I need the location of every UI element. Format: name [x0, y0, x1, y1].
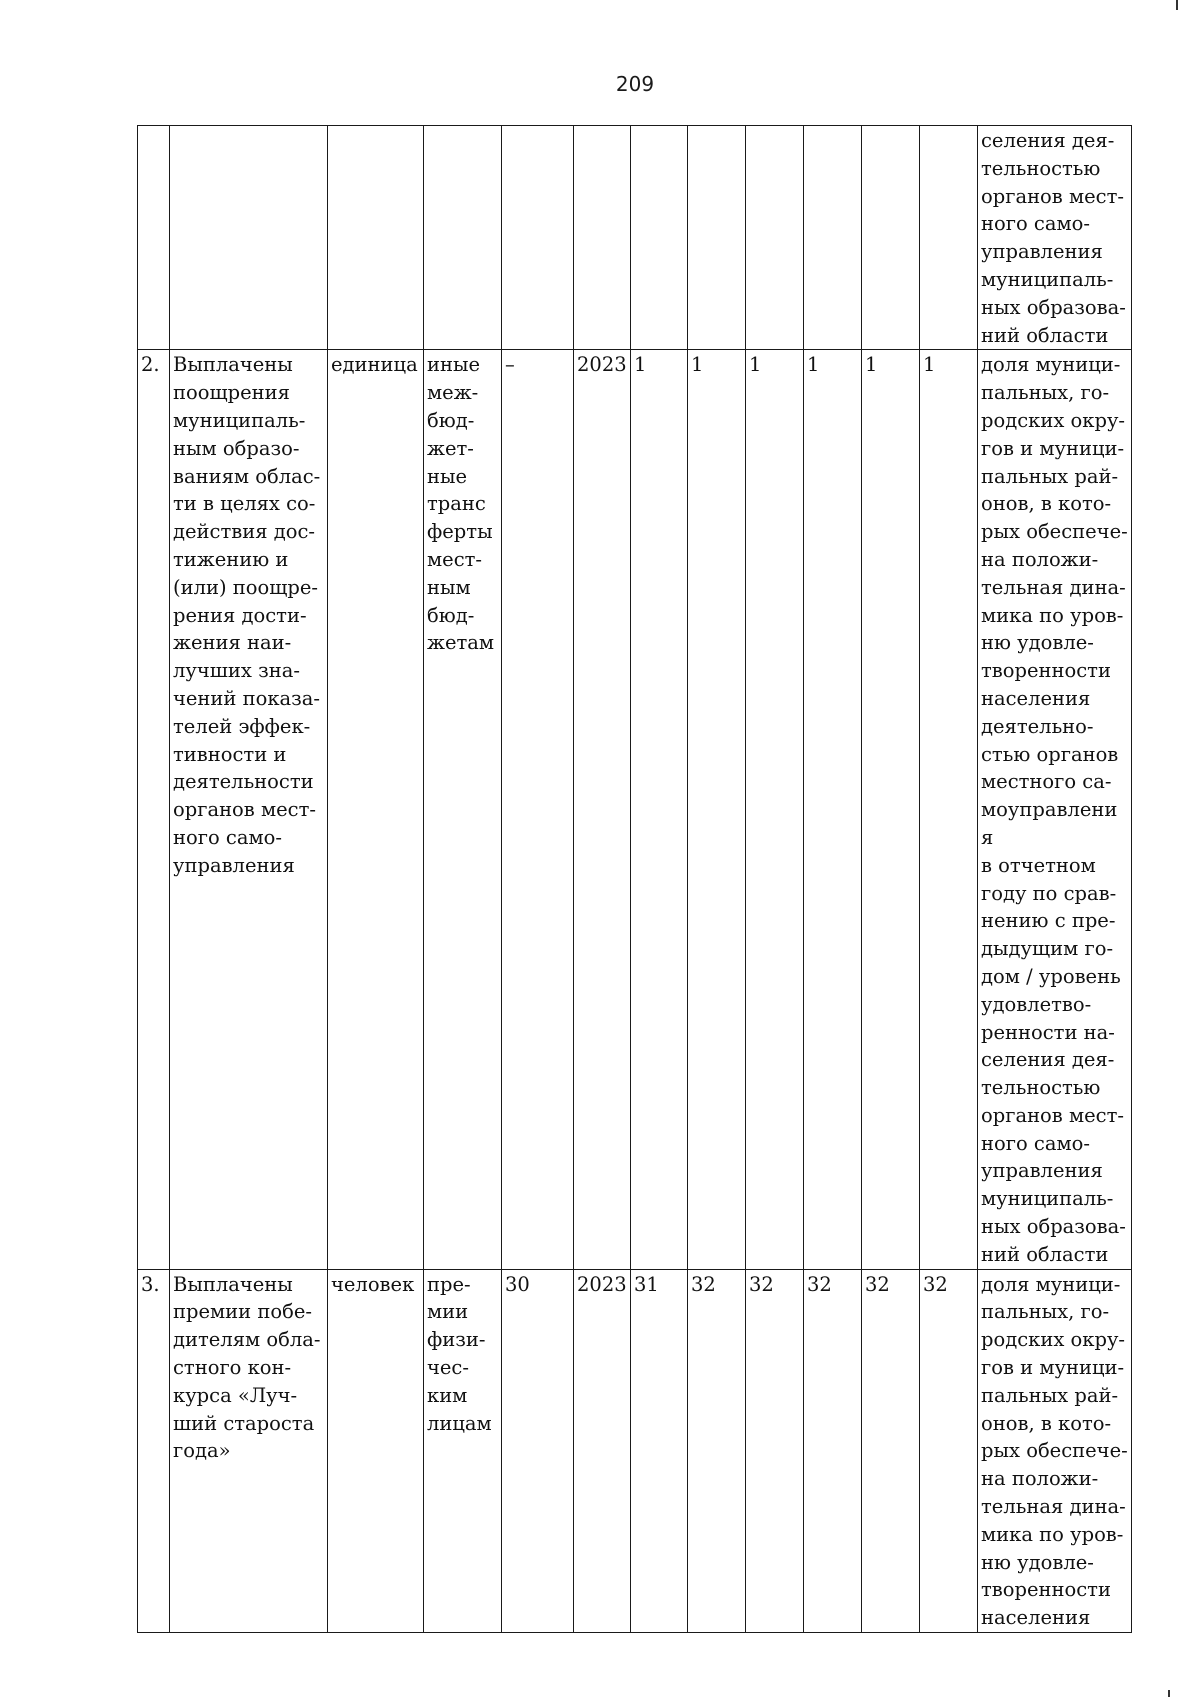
- cell-value-4: [804, 126, 862, 350]
- cell-value-3: 1: [746, 350, 804, 1269]
- cell-name: Выплачены поощрения муниципаль- ным образо- ваниям облас- ти в целях со- действия дос- тижению и (или) поощре- рения дости- жения наи- лучших зна- чений показа- телей эффек- тивности и деятельности органов мест- ного само- управления: [170, 350, 328, 1269]
- cell-base-year: [574, 126, 631, 350]
- cell-value-2: [688, 126, 746, 350]
- cell-base-value: –: [502, 350, 574, 1269]
- cell-type: пре- мии физи- чес- ким лицам: [424, 1269, 502, 1632]
- cell-value-3: 32: [746, 1269, 804, 1632]
- cell-name: Выплачены премии побе- дителям обла- стного кон- курса «Луч- ший староста года»: [170, 1269, 328, 1632]
- cell-link-indicator: доля муници- пальных, го- родских окру- гов и муници- пальных рай- онов, в кото- рых обеспече- на положи- тельная дина- мика по уров- ню удовле- творенности населения деятельно- стью органов местного са- моуправления в отчетном году по срав- нению с пре- дыдущим го- дом / уровень удовлетво- ренности на- селения дея- тельностью органов мест- ного само- управления муниципаль- ных образова- ний области: [978, 350, 1132, 1269]
- cell-value-2: 1: [688, 350, 746, 1269]
- cell-no: 3.: [138, 1269, 170, 1632]
- results-table: [137, 125, 1132, 1633]
- cell-unit: единица: [328, 350, 424, 1269]
- cell-no: [138, 126, 170, 350]
- cell-type: [424, 126, 502, 350]
- cell-unit: человек: [328, 1269, 424, 1632]
- cell-value-5: [862, 126, 920, 350]
- cell-value-1: 1: [631, 350, 688, 1269]
- cell-value-6: [920, 126, 978, 350]
- cell-value-3: [746, 126, 804, 350]
- page-number: 209: [615, 72, 655, 96]
- cell-base-year: 2023: [574, 350, 631, 1269]
- cell-type: иные меж- бюд- жет- ные транс ферты мест- ным бюд- жетам: [424, 350, 502, 1269]
- table-row: [138, 126, 1132, 350]
- cell-value-1: 31: [631, 1269, 688, 1632]
- cell-value-5: 32: [862, 1269, 920, 1632]
- scan-mark-bottom-right: [1168, 1690, 1170, 1697]
- cell-value-4: 1: [804, 350, 862, 1269]
- cell-value-6: 32: [920, 1269, 978, 1632]
- cell-value-5: 1: [862, 350, 920, 1269]
- cell-value-6: 1: [920, 350, 978, 1269]
- cell-no: 2.: [138, 350, 170, 1269]
- scan-mark-top-right: [1176, 0, 1178, 10]
- cell-unit: [328, 126, 424, 350]
- cell-link-indicator: доля муници- пальных, го- родских окру- гов и муници- пальных рай- онов, в кото- рых обеспече- на положи- тельная дина- мика по уров- ню удовле- творенности населения: [978, 1269, 1132, 1632]
- cell-value-1: [631, 126, 688, 350]
- cell-value-2: 32: [688, 1269, 746, 1632]
- cell-link-indicator: селения дея- тельностью органов мест- ного само- управления муниципаль- ных образова- ний области: [978, 126, 1132, 350]
- table-row: [138, 1269, 1132, 1632]
- cell-name: [170, 126, 328, 350]
- cell-base-year: 2023: [574, 1269, 631, 1632]
- table-row: [138, 350, 1132, 1269]
- cell-base-value: 30: [502, 1269, 574, 1632]
- cell-base-value: [502, 126, 574, 350]
- cell-value-4: 32: [804, 1269, 862, 1632]
